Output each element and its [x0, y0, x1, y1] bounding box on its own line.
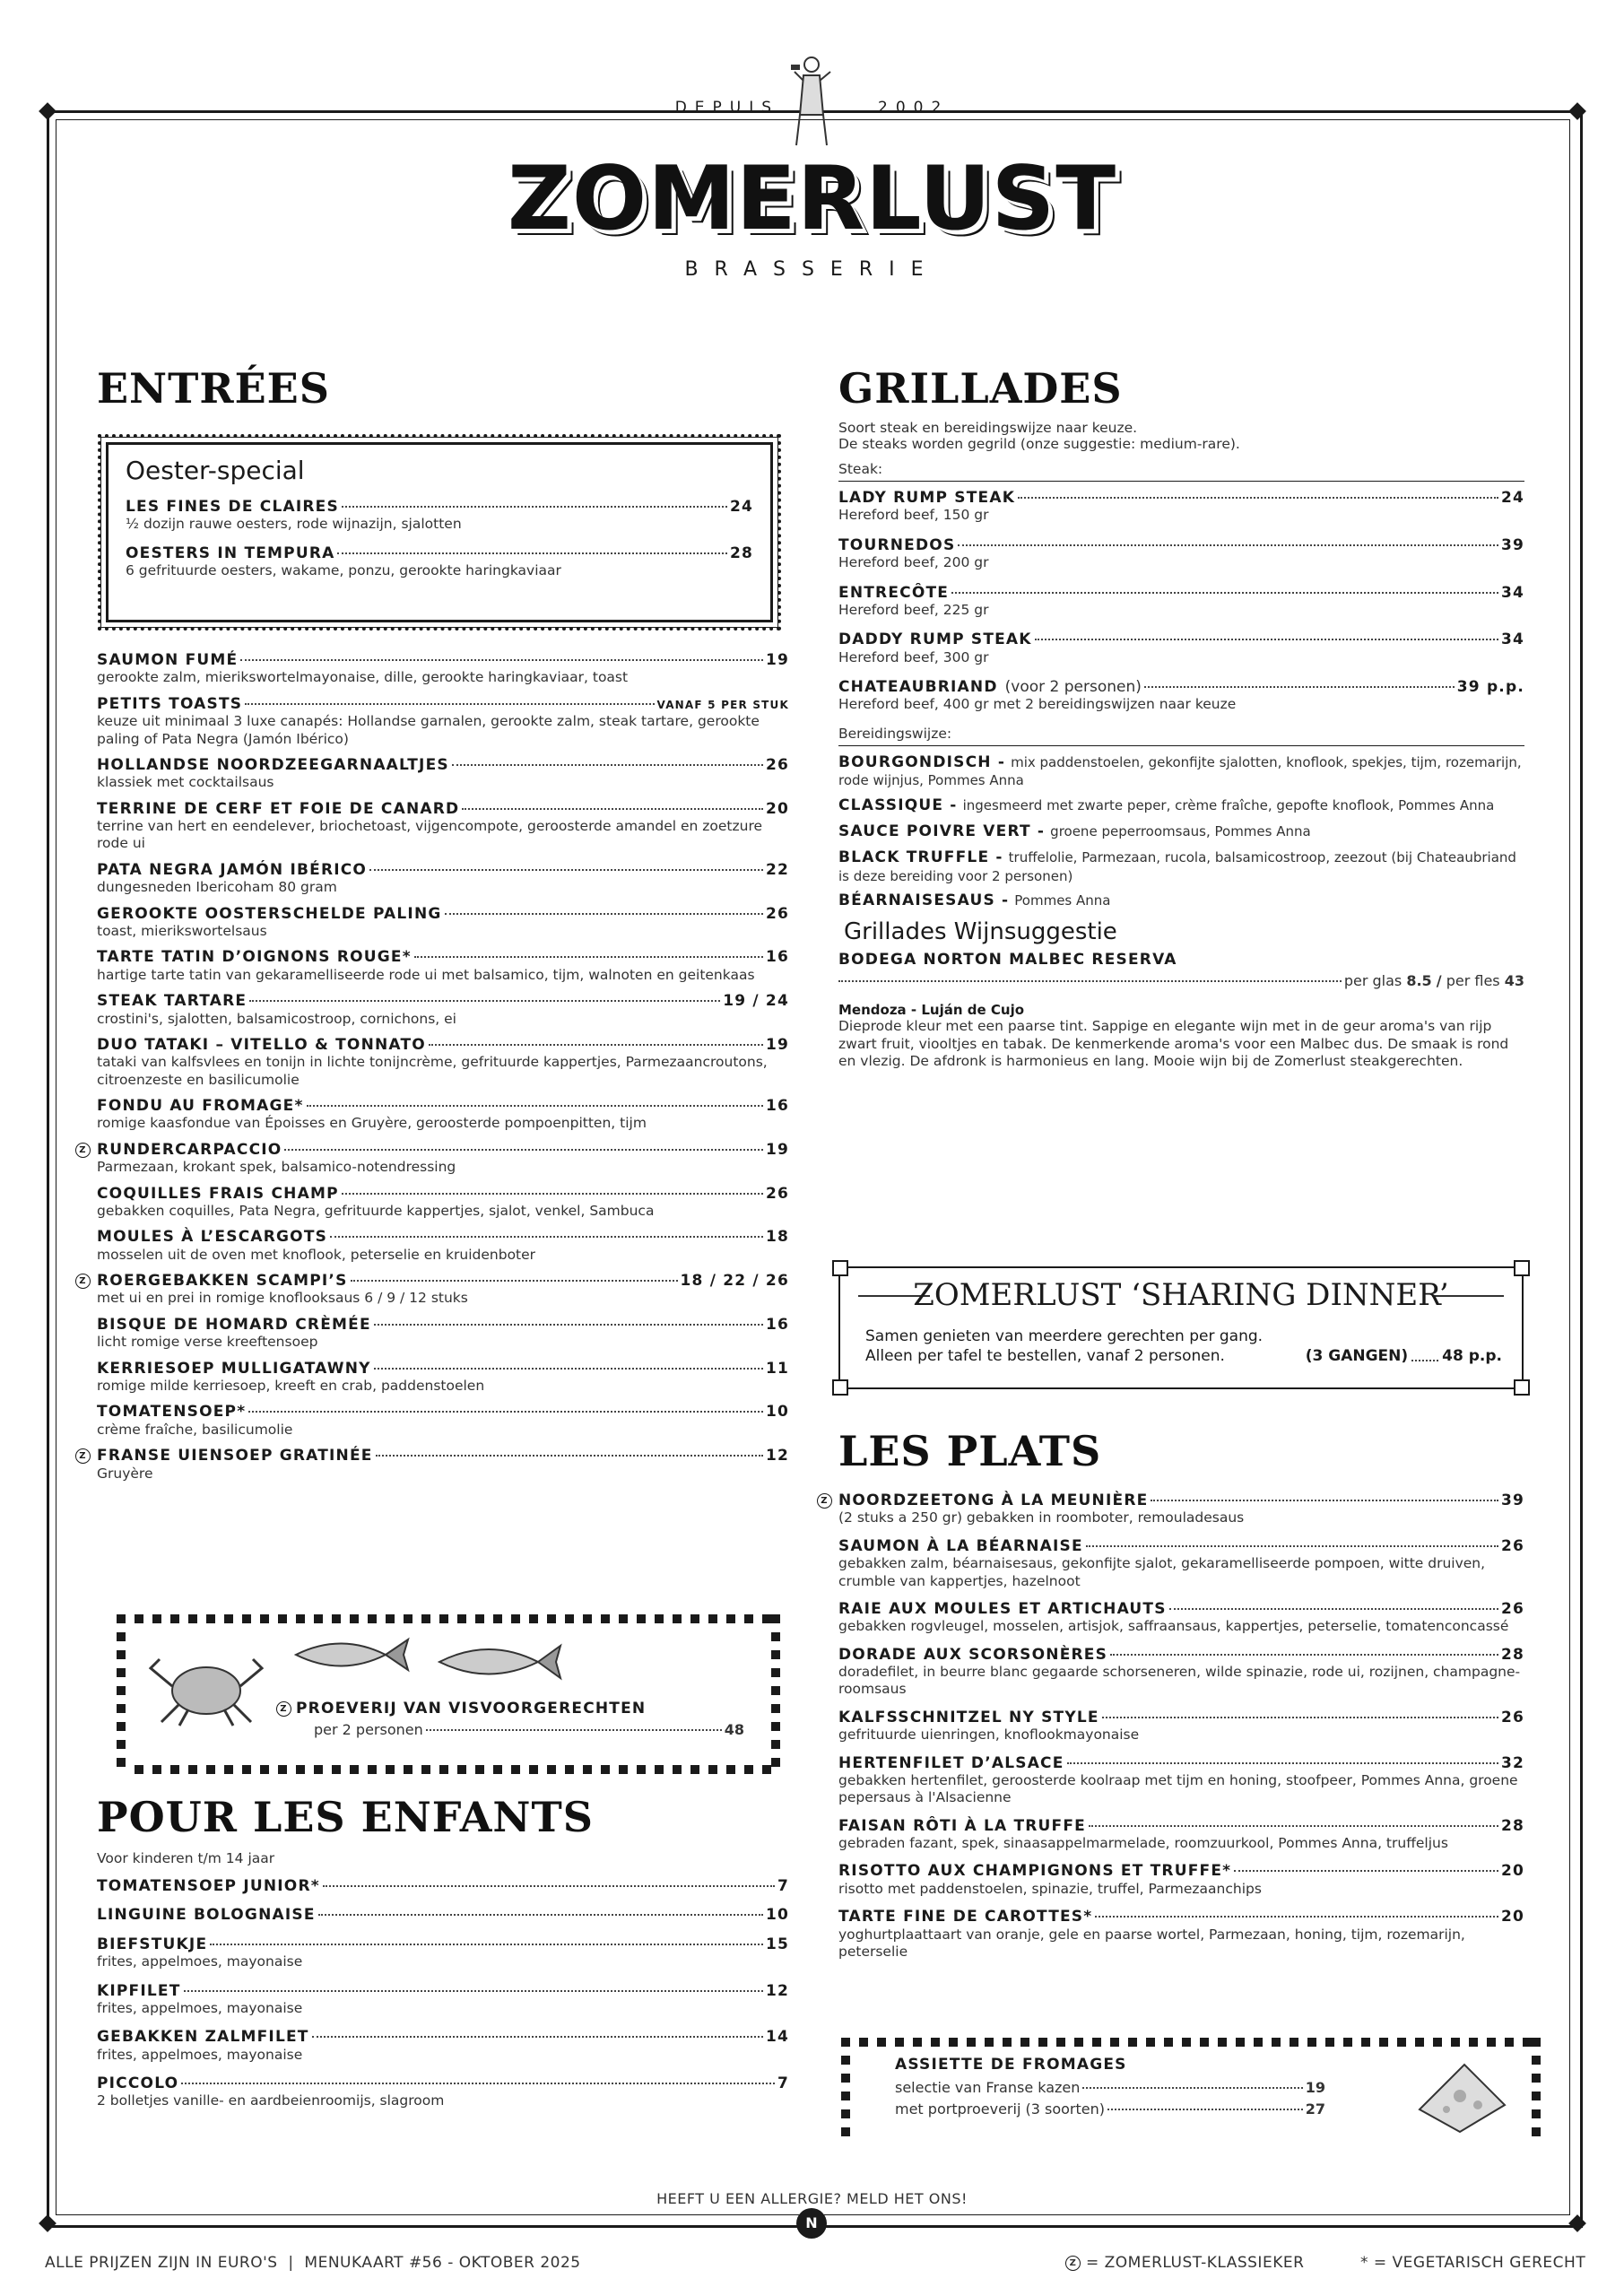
bereiding-name: CLASSIQUE -	[838, 796, 958, 814]
item-name: MOULES À L’ESCARGOTS	[97, 1228, 328, 1247]
menu-item	[97, 651, 789, 687]
item-note: (voor 2 personen)	[1004, 678, 1142, 697]
wijn-origin: Mendoza - Luján de Cujo	[838, 1002, 1025, 1019]
item-desc: klassiek met cocktailsaus	[97, 774, 274, 791]
bereiding-item	[838, 822, 1524, 841]
item-name: COQUILLES FRAIS CHAMP	[97, 1184, 339, 1203]
wijn-title: Grillades Wijnsuggestie	[844, 918, 1117, 945]
item-price: 15	[765, 1935, 789, 1953]
menu-item	[97, 992, 789, 1028]
item-name: PATA NEGRA JAMÓN IBÉRICO	[97, 860, 368, 879]
item-desc: gebakken coquilles, Pata Negra, gefrituurde kappertjes, sjalot, venkel, Sambuca	[97, 1202, 655, 1219]
item-desc: doradefilet, in beurre blanc gegaarde schorseneren, wilde spinazie, rode ui, rozijnen, champagne-roomsaus	[838, 1664, 1521, 1698]
depuis-line	[0, 99, 1624, 117]
menu-item	[126, 544, 753, 580]
bereiding-name: BLACK TRUFFLE -	[838, 848, 1003, 867]
oester-special-title: Oester-special	[126, 456, 305, 485]
bereiding-desc: ingesmeerd met zwarte peper, crème fraîche, gepofte knoflook, Pommes Anna	[962, 796, 1495, 813]
grillades-intro: Soort steak en bereidingswijze naar keuze.	[838, 420, 1138, 436]
item-name: BISQUE DE HOMARD CRÈMÉE	[97, 1315, 371, 1334]
bereiding-name: BÉARNAISESAUS -	[838, 891, 1010, 910]
sharing-price: 48 p.p.	[1442, 1347, 1502, 1365]
menu-item	[79, 1272, 789, 1308]
grillades-section: GRILLADES Soort steak en bereidingswijze naar keuze. De steaks worden gegrild (onze suggestie: medium-rare). Steak: LADY RUMP STEAK 24 Hereford beef, 150 gr TOURNEDOS 39 Hereford beef, 200 gr ENTRECÔTE 34 Hereford beef, 225 gr DADDY RUMP STEAK 34 Hereford beef, 300 gr CHATEAUBRIAND (voor 2 personen) 39 p.p. Hereford beef, 400 gr met 2 bereidingswijzen naar keuze Bereidingswijze: BOURGONDISCH - mix paddenstoelen, gekonfijte sjalotten, knoflook, spekjes, tijm, rozemarijn, rode wijnjus, Pommes Anna CLASSIQUE - ingesmeerd met zwarte peper, crème fraîche, gepofte knoflook, Pommes Anna SAUCE POIVRE VERT - groene peperroomsaus, Pommes Anna BLACK TRUFFLE - truffelolie, Parmezaan, rucola, balsamicostroop, zeezout (bij Chateaubriand is deze bereiding voor 2 personen) BÉARNAISESAUS - Pommes Anna Grillades Wijnsuggestie BODEGA NORTON MALBEC RESERVA per glas 8.5 / per fles 43 Mendoza - Luján de Cujo Dieprode kleur met een paarse tint. Sappige en elegante wijn met in de geur aroma's van rijp zwart fruit, viooltjes en tabak. De kenmerkende aroma's voor een Malbec dus. De smaak is rond en vlezig. De afdronk is harmonieus en lang. Mooie wijn bij de Zomerlust steakgerechten.	[838, 364, 1524, 1069]
item-name: PROEVERIJ VAN VISVOORGERECHTEN	[296, 1700, 647, 1718]
sharing-dinner-box	[838, 1266, 1524, 1389]
bereiding-item	[838, 891, 1524, 910]
item-name: ENTRECÔTE	[838, 583, 950, 602]
menu-item	[838, 678, 1524, 714]
bereiding-item	[838, 753, 1524, 789]
footer-legend	[1065, 2254, 1304, 2272]
item-name: OESTERS IN TEMPURA	[126, 544, 335, 562]
crab-icon	[143, 1641, 269, 1726]
item-price: 26	[1500, 1599, 1524, 1618]
menu-item	[79, 1447, 789, 1483]
item-price: 34	[1500, 583, 1524, 602]
menu-item	[97, 2074, 789, 2110]
item-name: STEAK TARTARE	[97, 992, 248, 1011]
menu-item	[838, 1908, 1524, 1961]
item-price: 34	[1500, 631, 1524, 649]
menu-item	[97, 948, 789, 984]
item-desc: tataki van kalfsvlees en tonijn in lichte tonijncrème, gefrituurde kappertjes, Parmezaancroutons, citroenzeste en basilicumolie	[97, 1054, 768, 1088]
grillades-intro: De steaks worden gegrild (onze suggestie: medium-rare).	[838, 436, 1240, 452]
item-name: CHATEAUBRIAND	[838, 678, 998, 697]
item-price: 12	[765, 1981, 789, 2000]
item-price: 24	[729, 498, 753, 516]
item-price: 19 / 24	[723, 992, 789, 1011]
item-desc: Hereford beef, 200 gr	[838, 554, 989, 571]
klassieker-icon: Z	[75, 1448, 91, 1464]
fromages-box	[841, 2038, 1541, 2144]
bereiding-desc: Pommes Anna	[1014, 892, 1111, 909]
item-desc: romige kaasfondue van Époisses en Gruyère, geroosterde pompoenpitten, tijm	[97, 1115, 647, 1132]
item-price: 22	[765, 860, 789, 879]
menu-item	[97, 1185, 789, 1221]
bereiding-item	[838, 848, 1524, 884]
item-name: TARTE FINE DE CAROTTES*	[838, 1908, 1093, 1926]
bereiding-item	[838, 796, 1524, 815]
enfants-title: POUR LES ENFANTS	[97, 1793, 594, 1841]
item-name: FONDU AU FROMAGE*	[97, 1097, 304, 1116]
proeverij-box	[117, 1614, 780, 1774]
menu-item	[97, 1036, 789, 1089]
brand-logo: ZOMERLUST	[507, 148, 1117, 250]
item-name: SAUMON À LA BÉARNAISE	[838, 1536, 1083, 1555]
sharing-title: ZOMERLUST ‘SHARING DINNER’	[913, 1277, 1449, 1313]
item-price: 7	[777, 1877, 789, 1895]
menu-item	[97, 1360, 789, 1396]
sharing-gangen: (3 GANGEN)	[1305, 1347, 1409, 1365]
item-desc: gebakken rogvleugel, mosselen, artisjok, saffraansaus, kappertjes, peterselie, tomatenconcassé	[838, 1618, 1509, 1635]
item-desc: frites, appelmoes, mayonaise	[97, 1999, 303, 2016]
menu-item	[97, 1403, 789, 1439]
item-desc: Hereford beef, 150 gr	[838, 507, 989, 524]
menu-item	[97, 1877, 789, 1895]
fromages-price: 19	[1305, 2079, 1325, 2097]
depuis-year: 2002	[878, 99, 950, 117]
item-desc: risotto met paddenstoelen, spinazie, truffel, Parmezaanchips	[838, 1880, 1262, 1897]
item-name: RAIE AUX MOULES ET ARTICHAUTS	[838, 1599, 1167, 1618]
enfants-subtitle: Voor kinderen t/m 14 jaar	[97, 1850, 275, 1866]
item-price: 19	[765, 1035, 789, 1054]
plats-section	[821, 1427, 1524, 1970]
wijn-desc: Dieprode kleur met een paarse tint. Sappige en elegante wijn met in de geur aroma's van rijp zwart fruit, viooltjes en tabak. De kenmerkende aroma's voor een Malbec dus. De smaak is rond en vlezig. De afdronk is harmonieus en lang. Mooie wijn bij de Zomerlust steakgerechten.	[838, 1018, 1509, 1069]
item-desc: keuze uit minimaal 3 luxe canapés: Hollandse garnalen, gerookte zalm, steak tartare, gerookte paling of Pata Negra (Jamón Ibérico)	[97, 713, 760, 747]
item-name: FRANSE UIENSOEP GRATINÉE	[97, 1447, 373, 1465]
item-price: 16	[765, 948, 789, 967]
menu-item	[838, 1600, 1524, 1636]
menu-item	[838, 489, 1524, 525]
item-price: 19	[765, 1140, 789, 1159]
menu-item	[97, 695, 789, 748]
bereiding-desc: truffelolie, Parmezaan, rucola, balsamicostroop, zeezout (bij Chateaubriand is deze bereiding voor 2 personen)	[838, 849, 1516, 884]
sharing-line: Alleen per tafel te bestellen, vanaf 2 personen.	[865, 1347, 1225, 1365]
wijn-fles-label: per fles	[1446, 971, 1500, 989]
steak-label: Steak:	[838, 461, 883, 477]
menu-item	[97, 1316, 789, 1352]
item-price: 24	[1500, 489, 1524, 507]
menu-item	[838, 1817, 1524, 1853]
item-name: PICCOLO	[97, 2074, 179, 2093]
item-desc: Hereford beef, 400 gr met 2 bereidingswijzen naar keuze	[838, 696, 1237, 713]
menu-item	[838, 536, 1524, 572]
item-desc: (2 stuks a 250 gr) gebakken in roomboter, remouladesaus	[838, 1509, 1245, 1526]
item-desc: frites, appelmoes, mayonaise	[97, 2046, 303, 2063]
item-name: DADDY RUMP STEAK	[838, 631, 1032, 649]
item-name: KIPFILET	[97, 1981, 181, 2000]
item-price: 39	[1500, 1492, 1524, 1509]
item-price: 20	[765, 799, 789, 818]
item-price: 39 p.p.	[1456, 678, 1524, 697]
item-price: 16	[765, 1315, 789, 1334]
menu-item	[97, 905, 789, 941]
item-desc: per 2 personen	[314, 1721, 423, 1739]
item-desc: frites, appelmoes, mayonaise	[97, 1953, 303, 1970]
item-name: SAUMON FUMÉ	[97, 651, 239, 669]
item-desc: toast, mierikswortelsaus	[97, 922, 267, 939]
klassieker-icon: Z	[817, 1493, 832, 1509]
klassieker-icon: Z	[75, 1274, 91, 1289]
item-desc: Hereford beef, 300 gr	[838, 648, 989, 665]
item-price: 26	[765, 755, 789, 774]
allergy-note: HEEFT U EEN ALLERGIE? MELD HET ONS!	[656, 2190, 968, 2207]
item-price: 26	[1500, 1708, 1524, 1726]
item-price: 26	[765, 1184, 789, 1203]
wijn-fles-price: 43	[1504, 971, 1524, 989]
bereiding-name: BOURGONDISCH -	[838, 752, 1006, 771]
item-name: KALFSSCHNITZEL NY STYLE	[838, 1708, 1099, 1726]
klassieker-icon: Z	[75, 1143, 91, 1158]
item-name: FAISAN RÔTI À LA TRUFFE	[838, 1816, 1086, 1835]
item-desc: gebraden fazant, spek, sinaasappelmarmelade, roomzuurkool, Pommes Anna, truffeljus	[838, 1835, 1448, 1852]
item-name: TOURNEDOS	[838, 535, 956, 554]
menu-item	[838, 1646, 1524, 1699]
menu-item	[97, 756, 789, 792]
item-name: TOMATENSOEP*	[97, 1403, 247, 1422]
item-price: 11	[765, 1359, 789, 1378]
entrees-title: ENTRÉES	[97, 364, 330, 413]
item-desc: Hereford beef, 225 gr	[838, 601, 989, 618]
plats-title: LES PLATS	[838, 1427, 1102, 1475]
item-price: 12	[765, 1447, 789, 1465]
item-name: TERRINE DE CERF ET FOIE DE CANARD	[97, 799, 460, 818]
fromages-line: met portproeverij (3 soorten)	[895, 2100, 1105, 2118]
menu-item	[821, 1492, 1524, 1527]
item-price: 32	[1500, 1753, 1524, 1772]
menu-item	[97, 1228, 789, 1264]
item-desc: crème fraîche, basilicumolie	[97, 1421, 293, 1438]
wijn-glas-price: 8.5	[1406, 971, 1432, 989]
depuis-label: DEPUIS	[674, 99, 780, 117]
item-price: 16	[765, 1097, 789, 1116]
item-price: 7	[777, 2074, 789, 2093]
menu-item	[838, 584, 1524, 620]
item-name: GEBAKKEN ZALMFILET	[97, 2028, 309, 2047]
bereiding-label: Bereidingswijze:	[838, 725, 952, 742]
item-price: 28	[1500, 1816, 1524, 1835]
item-name: TOMATENSOEP JUNIOR*	[97, 1877, 320, 1895]
item-desc: 6 gefrituurde oesters, wakame, ponzu, gerookte haringkaviaar	[126, 562, 561, 579]
fromages-line: selectie van Franse kazen	[895, 2079, 1081, 2097]
item-desc: gerookte zalm, mierikswortelmayonaise, dille, gerookte haringkaviaar, toast	[97, 669, 629, 686]
fromages-price: 27	[1305, 2100, 1325, 2118]
item-desc: hartige tarte tatin van gekaramelliseerde rode ui met balsamico, tijm, walnoten en geitenkaas	[97, 966, 755, 983]
menu-item	[838, 1862, 1524, 1898]
entrees-list	[79, 651, 789, 1491]
menu-item	[838, 1709, 1524, 1744]
item-price: 20	[1500, 1908, 1524, 1926]
cheese-icon	[1411, 2056, 1514, 2136]
left-column	[97, 364, 789, 413]
oester-special	[126, 456, 753, 591]
item-desc: gebakken hertenfilet, geroosterde koolraap met tijm en honing, stoofpeer, Pommes Anna, groene pepersaus à l'Alsacienne	[838, 1771, 1518, 1806]
item-price: 18 / 22 / 26	[680, 1272, 789, 1291]
menu-item	[126, 498, 753, 534]
menu-item	[97, 1935, 789, 1971]
item-desc: crostini's, sjalotten, balsamicostroop, cornichons, ei	[97, 1010, 456, 1027]
legend-veg: * = VEGETARISCH GERECHT	[1360, 2254, 1586, 2272]
footer-left: ALLE PRIJZEN ZIJN IN EURO'S | MENUKAART #56 - OKTOBER 2025	[45, 2254, 581, 2272]
fish-icon	[430, 1637, 565, 1686]
item-name: HERTENFILET D’ALSACE	[838, 1753, 1064, 1772]
brand-subtitle: BRASSERIE	[684, 258, 940, 281]
fromages-title: ASSIETTE DE FROMAGES	[895, 2056, 1127, 2074]
klassieker-icon: Z	[1065, 2256, 1081, 2271]
menu-item	[97, 1982, 789, 2018]
menu-item	[838, 631, 1524, 666]
wijn-glas-label: per glas	[1343, 971, 1403, 989]
item-price: 39	[1500, 535, 1524, 554]
item-price: 26	[1500, 1536, 1524, 1555]
item-name: TARTE TATIN D’OIGNONS ROUGE*	[97, 948, 412, 967]
item-name: GEROOKTE OOSTERSCHELDE PALING	[97, 904, 442, 923]
item-price: 19	[765, 651, 789, 669]
item-name: LINGUINE BOLOGNAISE	[97, 1906, 316, 1925]
item-desc: gebakken zalm, béarnaisesaus, gekonfijte sjalot, gekaramelliseerde pompoen, witte druiven, crumble van kappertjes, hazelnoot	[838, 1555, 1486, 1589]
item-desc: yoghurtplaattaart van oranje, gele en paarse wortel, Parmezaan, honing, tijm, rozemarijn, peterselie	[838, 1926, 1465, 1961]
item-desc: 2 bolletjes vanille- en aardbeienroomijs, slagroom	[97, 2092, 445, 2109]
menu-item	[97, 1906, 789, 1924]
item-name: RUNDERCARPACCIO	[97, 1140, 282, 1159]
item-name: LES FINES DE CLAIRES	[126, 498, 339, 516]
klassieker-icon: Z	[276, 1701, 291, 1717]
item-name: LADY RUMP STEAK	[838, 489, 1016, 507]
item-price: VANAF 5 PER STUK	[656, 698, 789, 711]
wijn-name: BODEGA NORTON MALBEC RESERVA	[838, 950, 1177, 969]
grillades-title: GRILLADES	[838, 364, 1123, 413]
page-badge: N	[796, 2208, 827, 2239]
menu-item	[97, 1097, 789, 1133]
sharing-line: Samen genieten van meerdere gerechten per gang.	[865, 1327, 1264, 1345]
item-name: RISOTTO AUX CHAMPIGNONS ET TRUFFE*	[838, 1862, 1232, 1881]
item-price: 48	[724, 1721, 744, 1739]
item-price: 28	[1500, 1645, 1524, 1664]
item-name: KERRIESOEP MULLIGATAWNY	[97, 1359, 371, 1378]
item-name: NOORDZEETONG À LA MEUNIÈRE	[838, 1492, 1149, 1509]
bereiding-desc: mix paddenstoelen, gekonfijte sjalotten, knoflook, spekjes, tijm, rozemarijn, rode wijnjus, Pommes Anna	[838, 753, 1522, 789]
item-desc: Gruyère	[97, 1465, 153, 1482]
menu-item	[97, 861, 789, 897]
item-desc: Parmezaan, krokant spek, balsamico-notendressing	[97, 1159, 456, 1176]
item-desc: met ui en prei in romige knoflooksaus 6 / 9 / 12 stuks	[97, 1290, 468, 1307]
menu-item	[79, 1140, 789, 1177]
item-name: PETITS TOASTS	[97, 694, 243, 713]
bereiding-desc: groene peperroomsaus, Pommes Anna	[1050, 823, 1311, 840]
fish-icon	[287, 1632, 413, 1677]
item-price: 26	[765, 904, 789, 923]
item-desc: romige milde kerriesoep, kreeft en crab, paddenstoelen	[97, 1378, 485, 1394]
item-desc: terrine van hert en eendelever, briochetoast, vijgencompote, geroosterde amandel en zoetzure rode ui	[97, 818, 763, 852]
item-name: DORADE AUX SCORSONÈRES	[838, 1645, 1108, 1664]
item-desc: licht romige verse kreeftensoep	[97, 1334, 318, 1351]
legend-klassiek: = ZOMERLUST-KLASSIEKER	[1086, 2254, 1305, 2272]
menu-item	[838, 1537, 1524, 1590]
enfants-section	[97, 1793, 789, 2121]
item-desc: mosselen uit de oven met knoflook, peterselie en kruidenboter	[97, 1246, 536, 1263]
item-price: 10	[765, 1403, 789, 1422]
item-name: DUO TATAKI – VITELLO & TONNATO	[97, 1035, 426, 1054]
menu-item	[97, 2028, 789, 2064]
menu-item	[838, 1754, 1524, 1807]
item-desc: ½ dozijn rauwe oesters, rode wijnazijn, sjalotten	[126, 516, 462, 533]
item-desc: dungesneden Ibericoham 80 gram	[97, 879, 337, 896]
bereiding-name: SAUCE POIVRE VERT -	[838, 822, 1046, 841]
item-price: 10	[765, 1906, 789, 1925]
item-price: 28	[729, 544, 753, 562]
item-price: 18	[765, 1228, 789, 1247]
item-name: HOLLANDSE NOORDZEEGARNAALTJES	[97, 755, 449, 774]
item-name: ROERGEBAKKEN SCAMPI’S	[97, 1272, 348, 1291]
item-price: 20	[1500, 1862, 1524, 1881]
proeverij-item	[280, 1700, 744, 1739]
item-desc: gefrituurde uienringen, knoflookmayonaise	[838, 1726, 1140, 1744]
item-price: 14	[765, 2028, 789, 2047]
item-name: BIEFSTUKJE	[97, 1935, 208, 1953]
menu-item	[97, 800, 789, 853]
